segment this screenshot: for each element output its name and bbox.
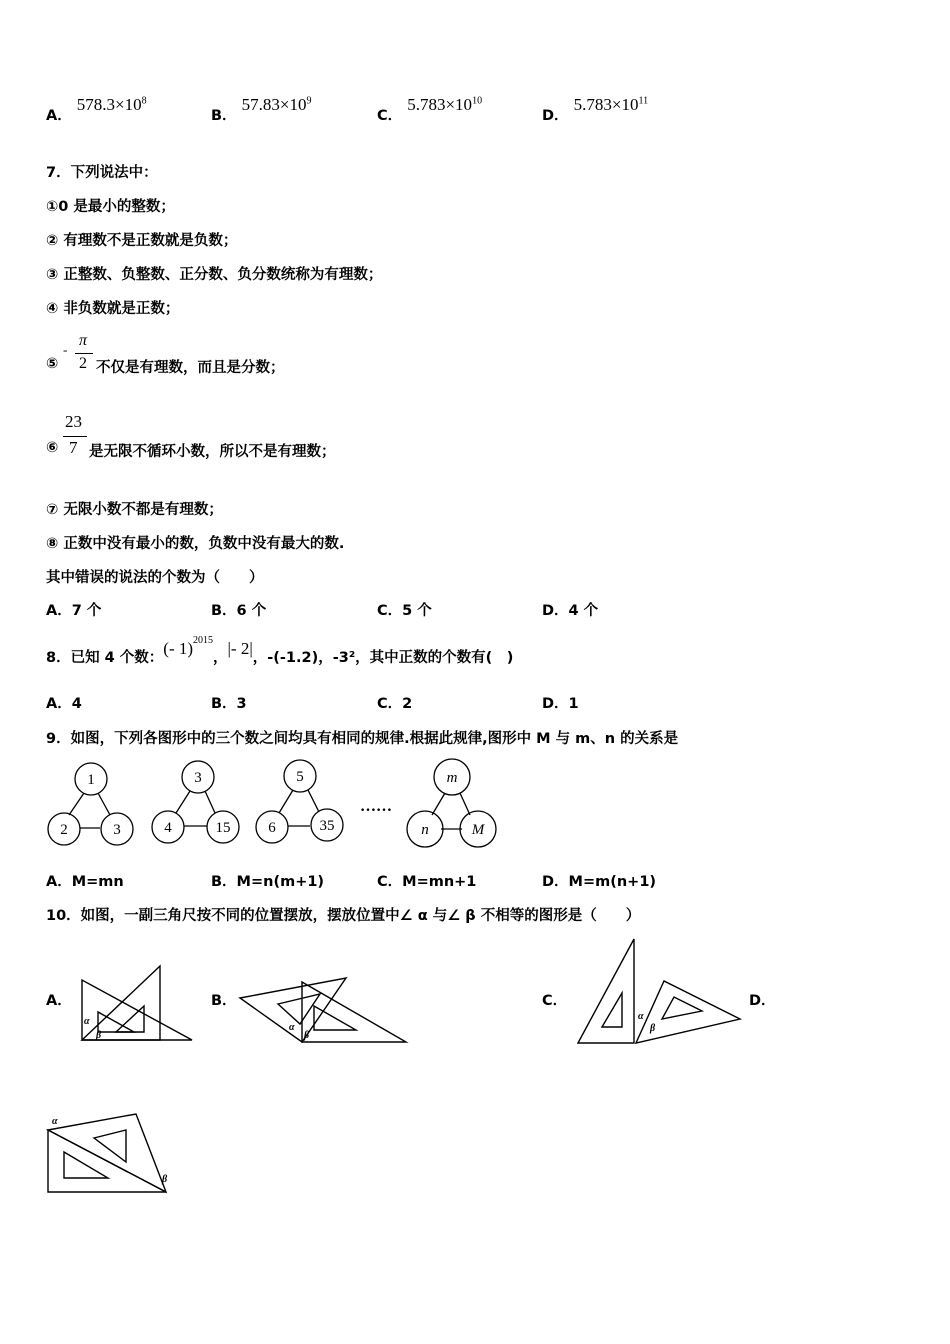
option-letter: C． [377,108,403,124]
q10-label-a: A． [46,993,72,1009]
group4-left: n [421,822,429,838]
q7-statement-8: ⑧ 正数中没有最小的数，负数中没有最大的数. [46,536,345,552]
q6-option-b [211,95,312,125]
beta-label: β [650,1023,656,1034]
q10-label-b: B． [211,993,237,1009]
ellipsis: …… [360,798,392,815]
q8-separator: ， [213,650,228,666]
q6-value [242,95,312,114]
q8-abs-expr: |- 2| [227,639,253,658]
option-letter: D． [542,108,569,124]
fraction-denominator: 7 [69,438,78,457]
statement-mark: ⑥ [46,440,59,456]
alpha-label: α [289,1022,295,1033]
fraction-numerator: π [79,332,88,349]
q7-option-a: A．7 个 [46,603,102,619]
q10-stem: 10．如图，一副三角尺按不同的位置摆放，摆放位置中∠ α 与∠ β 不相等的图形是（ ） [46,908,641,924]
fraction-bar [75,353,93,354]
fraction-numerator: 23 [65,412,82,431]
q7-statement-4: ④ 非负数就是正数； [46,301,180,317]
mantissa: 57.83 [241,95,280,114]
q6-option-d [542,95,649,125]
group4-top: m [446,770,458,786]
statement-text: 不仅是有理数，而且是分数； [96,360,285,376]
times-ten: ×10 [115,95,142,114]
q7-statement-3: ③ 正整数、负整数、正分数、负分数统称为有理数； [46,267,383,283]
fraction-denominator: 2 [79,355,87,372]
q10-figure-b [236,972,412,1048]
alpha-label: α [52,1116,58,1127]
option-letter: A． [46,108,72,124]
alpha-label: α [638,1011,644,1022]
q7-statement-1: ①0 是最小的整数； [46,199,175,215]
q6-option-a [46,95,147,125]
minus-sign: - [63,342,68,357]
power-base: (- 1) [163,639,194,658]
q6-option-c [377,95,483,125]
q7-question: 其中错误的说法的个数为（ ） [46,570,264,586]
q9-option-d: D．M=m(n+1) [542,874,657,890]
q8-option-b: B．3 [211,696,247,712]
q8-option-c: C．2 [377,696,413,712]
exponent: 11 [638,95,649,107]
group3-right: 35 [319,818,335,834]
q10-figure-d [42,1110,182,1198]
mantissa: 578.3 [76,95,116,114]
q8-option-d: D．1 [542,696,579,712]
option-letter: B． [211,108,237,124]
q10-label-c: C． [542,993,568,1009]
q10-figure-c [574,935,746,1049]
q9-stem: 9．如图，下列各图形中的三个数之间均具有相同的规律.根据此规律,图形中 M 与 m、n 的关系是 [46,731,679,747]
exponent: 8 [141,95,147,107]
alpha-label: α [84,1016,90,1027]
group1-top: 1 [87,772,95,788]
mantissa: 5.783 [407,95,446,114]
times-ten: ×10 [445,95,473,114]
q7-option-b: B．6 个 [211,603,267,619]
group3-top: 5 [296,769,304,785]
times-ten: ×10 [279,95,307,114]
group2-right: 15 [215,820,231,836]
q8-option-a: A．4 [46,696,82,712]
q10-figure-a [76,960,198,1046]
group1-left: 2 [60,822,68,838]
group3-left: 6 [268,820,276,836]
group4-right: M [471,822,485,838]
q7-statement-7: ⑦ 无限小数不都是有理数； [46,502,223,518]
q10-label-d: D． [749,993,776,1009]
q6-value [574,95,648,114]
q9-option-c: C．M=mn+1 [377,874,477,890]
beta-label: β [304,1030,310,1041]
statement-mark: ⑤ [46,356,59,372]
times-ten: ×10 [611,95,639,114]
q6-value [77,95,147,114]
q8-stem [46,635,514,667]
q8-power-expr [163,635,214,658]
power-exponent: 2015 [193,635,214,647]
q9-option-b: B．M=n(m+1) [211,874,325,890]
beta-label: β [96,1030,102,1041]
q7-stem: 7．下列说法中： [46,165,158,181]
q7-option-d: D．4 个 [542,603,599,619]
q9-figure [40,755,510,855]
group2-left: 4 [164,820,172,836]
exponent: 10 [472,95,483,107]
q6-value [407,95,482,114]
q7-statement-2: ② 有理数不是正数就是负数； [46,233,238,249]
q8-rest: ，-(-1.2)，-3²，其中正数的个数有( ) [252,650,514,666]
group2-top: 3 [194,770,202,786]
q8-prefix: 8．已知 4 个数： [46,650,164,666]
mantissa: 5.783 [573,95,612,114]
statement-text: 是无限不循环小数，所以不是有理数； [89,444,336,460]
beta-label: β [162,1174,168,1185]
exponent: 9 [306,95,312,107]
group1-right: 3 [113,822,121,838]
q9-option-a: A．M=mn [46,874,124,890]
fraction-bar [63,436,87,437]
q7-option-c: C．5 个 [377,603,432,619]
